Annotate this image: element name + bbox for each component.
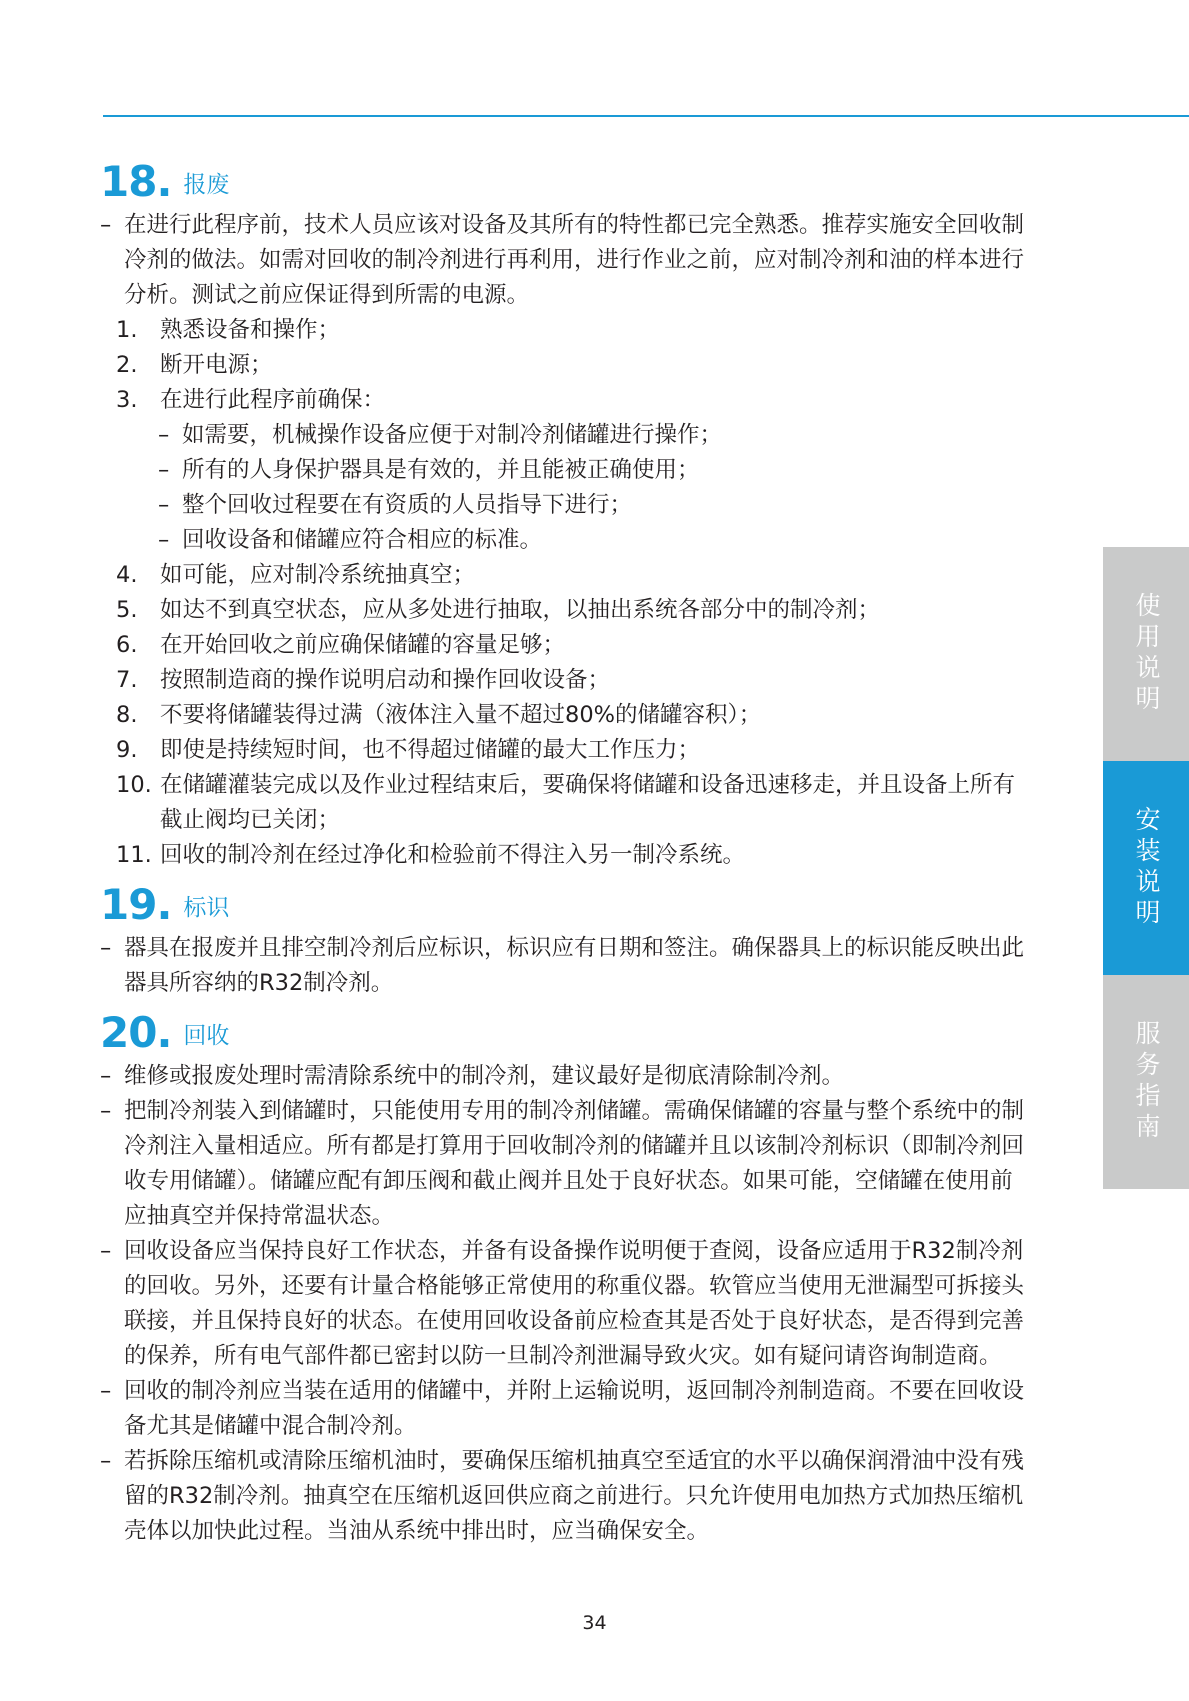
item-text: 如可能，应对制冷系统抽真空； <box>160 562 476 588</box>
section-19-heading <box>100 873 1030 927</box>
sub-item <box>100 453 1030 488</box>
item-number: 4. <box>116 562 138 588</box>
paragraph-text: 器具在报废并且排空制冷剂后应标识，标识应有日期和签注。确保器具上的标识能反映出此器具所容纳的R32制冷剂。 <box>124 935 1025 996</box>
item-text: 在开始回收之前应确保储罐的容量足够； <box>160 632 566 658</box>
item-number: 7. <box>116 667 138 693</box>
item-text: 按照制造商的操作说明启动和操作回收设备； <box>160 667 611 693</box>
section-number: 18. <box>100 157 172 206</box>
item-number: 3. <box>116 387 138 413</box>
item-number: 6. <box>116 632 138 658</box>
header-rule <box>103 115 1189 117</box>
item-text: 熟悉设备和操作； <box>160 317 341 343</box>
dash-bullet: – <box>100 212 112 238</box>
paragraph <box>100 208 1030 313</box>
dash-bullet: – <box>158 457 170 483</box>
main-content <box>100 150 1030 1549</box>
paragraph-text: 回收设备应当保持良好工作状态，并备有设备操作说明便于查阅，设备应适用于R32制冷剂的回收。另外，还要有计量合格能够正常使用的称重仪器。软管应当使用无泄漏型可拆接头联接，并且保持良好的状态。在使用回收设备前应检查其是否处于良好状态，是否得到完善的保养，所有电气部件都已密封以防一旦制冷剂泄漏导致火灾。如有疑问请咨询制造商。 <box>124 1238 1025 1369</box>
tab-usage[interactable] <box>1103 547 1189 761</box>
list-item <box>100 628 1030 663</box>
section-number: 19. <box>100 880 172 929</box>
list-item <box>100 663 1030 698</box>
list-item <box>100 348 1030 383</box>
dash-bullet: – <box>158 492 170 518</box>
paragraph-text: 回收的制冷剂应当装在适用的储罐中，并附上运输说明，返回制冷剂制造商。不要在回收设备尤其是储罐中混合制冷剂。 <box>124 1378 1025 1439</box>
sub-item-text: 所有的人身保护器具是有效的，并且能被正确使用； <box>182 457 700 483</box>
page-number: 34 <box>582 1612 607 1634</box>
paragraph-text: 维修或报废处理时需清除系统中的制冷剂，建议最好是彻底清除制冷剂。 <box>124 1063 845 1089</box>
list-item <box>100 593 1030 628</box>
item-text: 在进行此程序前确保： <box>160 387 386 413</box>
dash-bullet: – <box>100 1063 112 1089</box>
dash-bullet: – <box>100 1238 112 1264</box>
dash-bullet: – <box>100 1098 112 1124</box>
dash-bullet: – <box>100 1448 112 1474</box>
item-number: 9. <box>116 737 138 763</box>
item-text: 断开电源； <box>160 352 273 378</box>
tab-service[interactable] <box>1103 975 1189 1189</box>
sub-item <box>100 488 1030 523</box>
sub-item <box>100 523 1030 558</box>
paragraph <box>100 1234 1030 1374</box>
paragraph-text: 在进行此程序前，技术人员应该对设备及其所有的特性都已完全熟悉。推荐实施安全回收制冷剂的做法。如需对回收的制冷剂进行再利用，进行作业之前，应对制冷剂和油的样本进行分析。测试之前应保证得到所需的电源。 <box>124 212 1025 308</box>
item-number: 10. <box>116 772 152 798</box>
sub-item-text: 回收设备和储罐应符合相应的标准。 <box>182 527 543 553</box>
paragraph <box>100 1094 1030 1234</box>
dash-bullet: – <box>158 422 170 448</box>
item-text: 即使是持续短时间，也不得超过储罐的最大工作压力； <box>160 737 701 763</box>
tab-label: 服务指南 <box>1132 1020 1161 1144</box>
paragraph-text: 若拆除压缩机或清除压缩机油时，要确保压缩机抽真空至适宜的水平以确保润滑油中没有残留的R32制冷剂。抽真空在压缩机返回供应商之前进行。只允许使用电加热方式加热压缩机壳体以加快此过程。当油从系统中排出时，应当确保安全。 <box>124 1448 1025 1544</box>
list-item <box>100 383 1030 418</box>
section-title: 报废 <box>183 172 230 198</box>
item-number: 1. <box>116 317 138 343</box>
dash-bullet: – <box>100 1378 112 1404</box>
paragraph <box>100 1374 1030 1444</box>
list-item <box>100 698 1030 733</box>
dash-bullet: – <box>158 527 170 553</box>
item-text: 在储罐灌装完成以及作业过程结束后，要确保将储罐和设备迅速移走，并且设备上所有截止阀均已关闭； <box>160 772 1016 833</box>
tab-label: 使用说明 <box>1132 592 1161 716</box>
paragraph <box>100 1444 1030 1549</box>
item-number: 11. <box>116 842 152 868</box>
item-number: 8. <box>116 702 138 728</box>
section-18-heading <box>100 150 1030 204</box>
section-20-heading <box>100 1001 1030 1055</box>
tab-installation[interactable] <box>1103 761 1189 975</box>
list-item <box>100 838 1030 873</box>
item-text: 回收的制冷剂在经过净化和检验前不得注入另一制冷系统。 <box>160 842 746 868</box>
side-tabs <box>1103 547 1189 1189</box>
paragraph <box>100 931 1030 1001</box>
sub-item-text: 整个回收过程要在有资质的人员指导下进行； <box>182 492 633 518</box>
list-item <box>100 313 1030 348</box>
section-number: 20. <box>100 1008 172 1057</box>
item-text: 不要将储罐装得过满（液体注入量不超过80%的储罐容积）； <box>160 702 762 728</box>
section-title: 标识 <box>183 895 230 921</box>
list-item <box>100 768 1030 838</box>
item-number: 5. <box>116 597 138 623</box>
tab-label: 安装说明 <box>1132 806 1161 930</box>
list-item <box>100 558 1030 593</box>
paragraph-text: 把制冷剂装入到储罐时，只能使用专用的制冷剂储罐。需确保储罐的容量与整个系统中的制冷剂注入量相适应。所有都是打算用于回收制冷剂的储罐并且以该制冷剂标识（即制冷剂回收专用储罐）。储罐应配有卸压阀和截止阀并且处于良好状态。如果可能，空储罐在使用前应抽真空并保持常温状态。 <box>124 1098 1025 1229</box>
sub-item <box>100 418 1030 453</box>
item-number: 2. <box>116 352 138 378</box>
paragraph <box>100 1059 1030 1094</box>
item-text: 如达不到真空状态，应从多处进行抽取，以抽出系统各部分中的制冷剂； <box>160 597 881 623</box>
list-item <box>100 733 1030 768</box>
section-title: 回收 <box>183 1023 230 1049</box>
sub-item-text: 如需要，机械操作设备应便于对制冷剂储罐进行操作； <box>182 422 723 448</box>
dash-bullet: – <box>100 935 112 961</box>
